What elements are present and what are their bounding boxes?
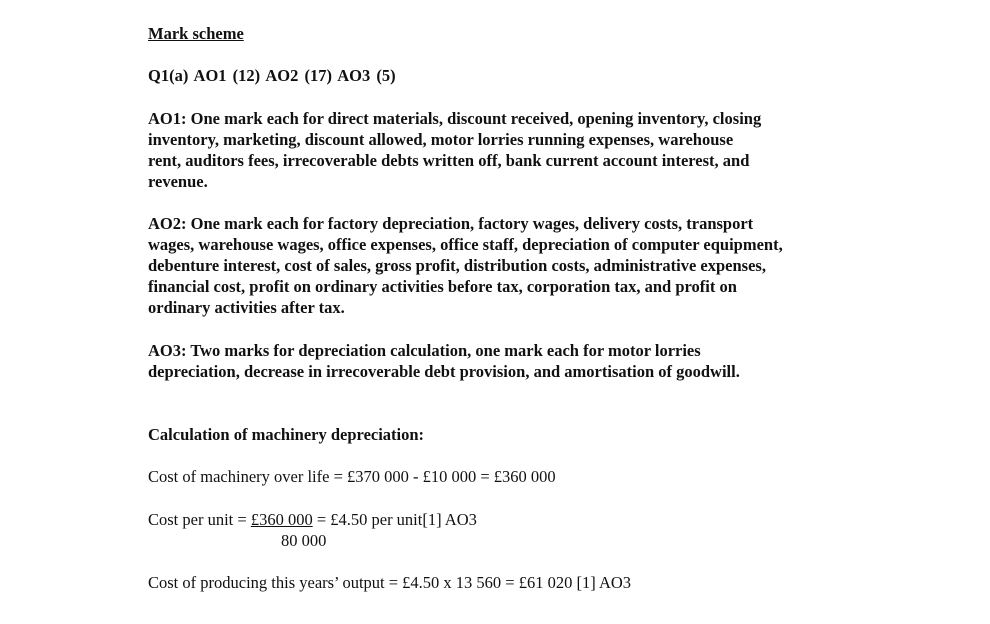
ao3-line: depreciation, decrease in irrecoverable debt provision, and amortisation of goodwill. xyxy=(148,362,740,381)
cost-per-unit-denominator: 80 000 xyxy=(281,531,327,550)
cost-per-unit-numerator: £360 000 xyxy=(250,510,313,529)
ao1-line: inventory, marketing, discount allowed, motor lorries running expenses, warehouse xyxy=(148,130,734,149)
cost-per-unit-prefix: Cost per unit = xyxy=(148,510,251,529)
document-title: Mark scheme xyxy=(148,24,244,43)
ao2-line: AO2: One mark each for factory depreciation, factory wages, delivery costs, transport xyxy=(148,214,754,233)
question-header: Q1(a) AO1 (12) AO2 (17) AO3 (5) xyxy=(148,66,396,85)
ao2-line: financial cost, profit on ordinary activities before tax, corporation tax, and profit on xyxy=(148,277,737,296)
ao2-line: ordinary activities after tax. xyxy=(148,298,345,317)
cost-per-unit-suffix: = £4.50 per unit[1] AO3 xyxy=(312,510,477,529)
ao2-line: debenture interest, cost of sales, gross profit, distribution costs, administrative expenses, xyxy=(148,256,766,275)
ao1-line: revenue. xyxy=(148,172,208,191)
ao2-line: wages, warehouse wages, office expenses, office staff, depreciation of computer equipment, xyxy=(148,235,783,254)
calc-line-output-cost: Cost of producing this years’ output = £4.50 x 13 560 = £61 020 [1] AO3 xyxy=(148,573,632,592)
calc-line-cost-per-unit xyxy=(148,509,477,530)
calculation-heading: Calculation of machinery depreciation: xyxy=(148,425,425,444)
calc-line-cost-over-life: Cost of machinery over life = £370 000 - £10 000 = £360 000 xyxy=(148,467,556,486)
ao3-line: AO3: Two marks for depreciation calculation, one mark each for motor lorries xyxy=(148,341,701,360)
ao1-line: rent, auditors fees, irrecoverable debts written off, bank current account interest, and xyxy=(148,151,750,170)
ao1-line: AO1: One mark each for direct materials, discount received, opening inventory, closing xyxy=(148,109,762,128)
